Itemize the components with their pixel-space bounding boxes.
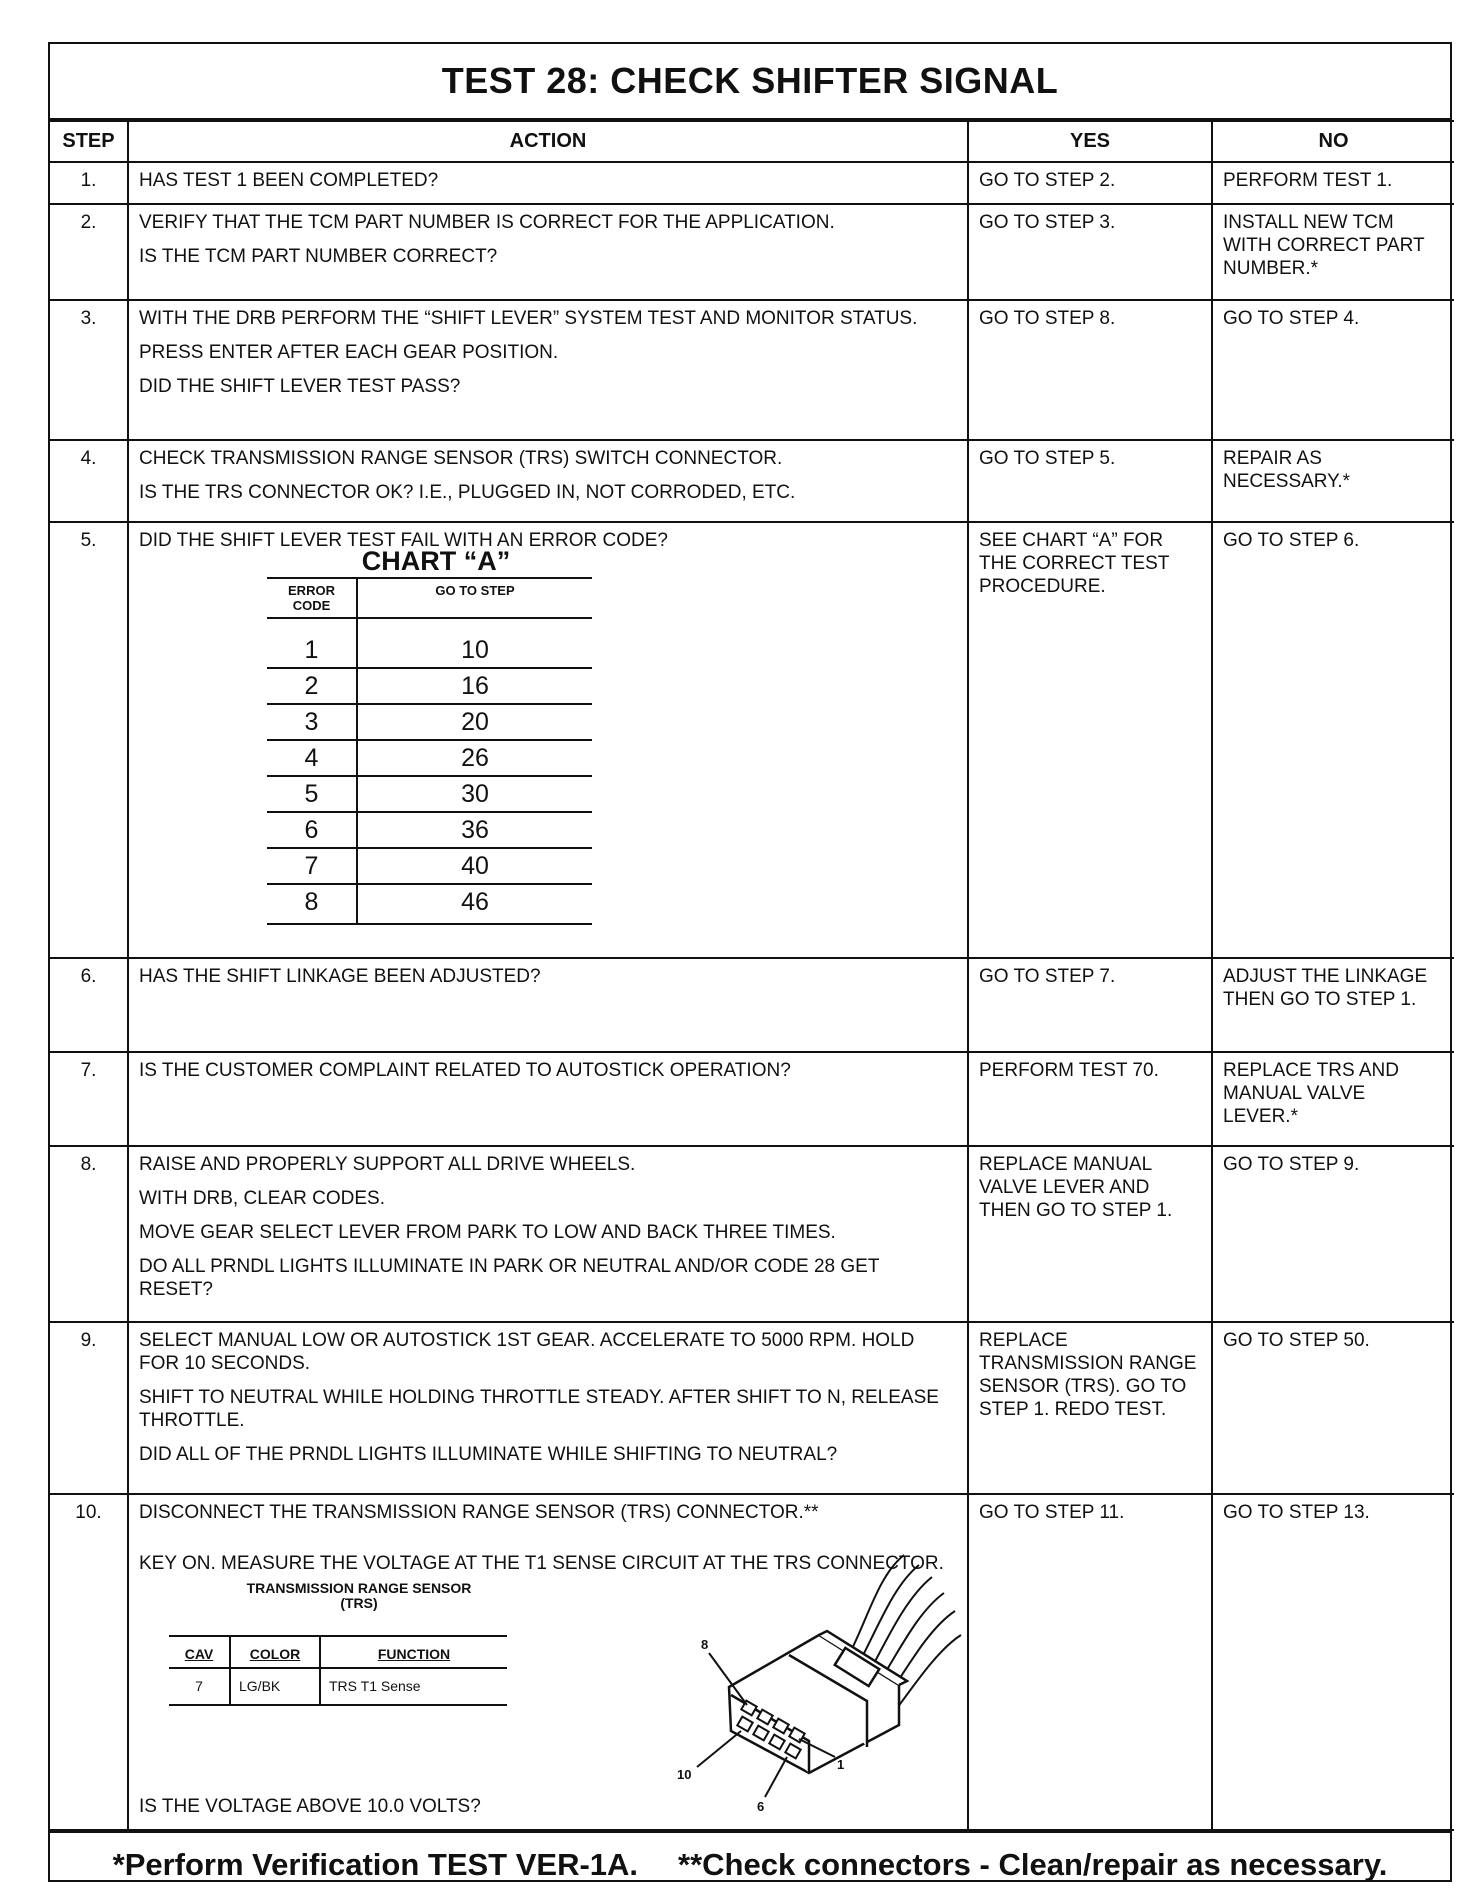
- step-action: [128, 958, 968, 1052]
- table-row: [50, 1052, 1454, 1146]
- pin-label-1: 1: [837, 1757, 845, 1772]
- table-row: [50, 522, 1454, 958]
- test-table: [50, 120, 1454, 1831]
- chart-a-row: [267, 812, 592, 848]
- step-number: 9.: [50, 1322, 128, 1494]
- action-line: KEY ON. MEASURE THE VOLTAGE AT THE T1 SENSE CIRCUIT AT THE TRS CONNECTOR.: [139, 1553, 944, 1574]
- action-line: RAISE AND PROPERLY SUPPORT ALL DRIVE WHEELS.: [139, 1154, 636, 1175]
- footer-note-connectors: **Check connectors - Clean/repair as necessary.: [678, 1847, 1388, 1882]
- action-line: MOVE GEAR SELECT LEVER FROM PARK TO LOW AND BACK THREE TIMES.: [139, 1222, 836, 1243]
- trs-color: LG/BK: [230, 1668, 320, 1705]
- chart-a-row: [267, 848, 592, 884]
- no-result: REPAIR AS NECESSARY.*: [1212, 440, 1454, 522]
- no-result: GO TO STEP 6.: [1212, 522, 1454, 958]
- chart-a-header-go-to-step: GO TO STEP: [357, 578, 592, 618]
- trs-header-cav: CAV: [169, 1636, 230, 1668]
- error-code: 8: [267, 884, 357, 924]
- chart-a-row: [267, 776, 592, 812]
- yes-result: GO TO STEP 7.: [968, 958, 1212, 1052]
- no-result: GO TO STEP 4.: [1212, 300, 1454, 440]
- step-action: [128, 522, 968, 958]
- step-action: [128, 1146, 968, 1322]
- action-line: HAS THE SHIFT LINKAGE BEEN ADJUSTED?: [139, 966, 541, 987]
- yes-result: GO TO STEP 5.: [968, 440, 1212, 522]
- table-row: [50, 204, 1454, 300]
- action-line: VERIFY THAT THE TCM PART NUMBER IS CORRECT FOR THE APPLICATION.: [139, 212, 835, 233]
- action-line: DID THE SHIFT LEVER TEST PASS?: [139, 376, 461, 397]
- footer-notes: [50, 1831, 1450, 1897]
- chart-a-header-error-code: ERROR CODE: [267, 578, 357, 618]
- no-result: PERFORM TEST 1.: [1212, 162, 1454, 204]
- action-line: IS THE CUSTOMER COMPLAINT RELATED TO AUTOSTICK OPERATION?: [139, 1060, 791, 1081]
- chart-a-row: [267, 704, 592, 740]
- chart-a-title: CHART “A”: [361, 546, 511, 576]
- header-step: STEP: [50, 121, 128, 162]
- step-number: 10.: [50, 1494, 128, 1830]
- action-line: CHECK TRANSMISSION RANGE SENSOR (TRS) SWITCH CONNECTOR.: [139, 448, 783, 469]
- table-row: [50, 1494, 1454, 1830]
- step-action: [128, 1494, 968, 1830]
- trs-function: TRS T1 Sense: [320, 1668, 507, 1705]
- yes-result: REPLACE MANUAL VALVE LEVER AND THEN GO TO STEP 1.: [968, 1146, 1212, 1322]
- go-to-step: 40: [357, 848, 592, 884]
- step-number: 8.: [50, 1146, 128, 1322]
- header-yes: YES: [968, 121, 1212, 162]
- yes-result: REPLACE TRANSMISSION RANGE SENSOR (TRS). GO TO STEP 1. REDO TEST.: [968, 1322, 1212, 1494]
- table-row: [50, 958, 1454, 1052]
- yes-result: GO TO STEP 3.: [968, 204, 1212, 300]
- step-action: [128, 1052, 968, 1146]
- action-line: DID THE SHIFT LEVER TEST FAIL WITH AN ERROR CODE?: [139, 530, 668, 551]
- yes-result: GO TO STEP 2.: [968, 162, 1212, 204]
- step-number: 2.: [50, 204, 128, 300]
- action-line: IS THE VOLTAGE ABOVE 10.0 VOLTS?: [139, 1796, 481, 1817]
- trs-header-function: FUNCTION: [320, 1636, 507, 1668]
- action-line: DISCONNECT THE TRANSMISSION RANGE SENSOR (TRS) CONNECTOR.**: [139, 1502, 819, 1523]
- table-row: [50, 440, 1454, 522]
- error-code: 1: [267, 618, 357, 668]
- step-number: 5.: [50, 522, 128, 958]
- go-to-step: 16: [357, 668, 592, 704]
- action-line: DID ALL OF THE PRNDL LIGHTS ILLUMINATE WHILE SHIFTING TO NEUTRAL?: [139, 1444, 838, 1465]
- trs-connector-illustration: [639, 1535, 969, 1814]
- trs-pinout-table: [169, 1635, 507, 1706]
- step-number: 3.: [50, 300, 128, 440]
- page-title: TEST 28: CHECK SHIFTER SIGNAL: [50, 44, 1450, 120]
- go-to-step: 46: [357, 884, 592, 924]
- go-to-step: 20: [357, 704, 592, 740]
- table-row: [50, 1146, 1454, 1322]
- action-line: IS THE TCM PART NUMBER CORRECT?: [139, 246, 498, 267]
- step-number: 7.: [50, 1052, 128, 1146]
- action-line: WITH DRB, CLEAR CODES.: [139, 1188, 385, 1209]
- error-code: 2: [267, 668, 357, 704]
- pin-label-8: 8: [701, 1637, 709, 1652]
- chart-a-row: [267, 884, 592, 924]
- error-code: 7: [267, 848, 357, 884]
- action-line: DO ALL PRNDL LIGHTS ILLUMINATE IN PARK OR NEUTRAL AND/OR CODE 28 GET RESET?: [139, 1256, 880, 1300]
- no-result: REPLACE TRS AND MANUAL VALVE LEVER.*: [1212, 1052, 1454, 1146]
- header-no: NO: [1212, 121, 1454, 162]
- go-to-step: 36: [357, 812, 592, 848]
- action-line: WITH THE DRB PERFORM THE “SHIFT LEVER” SYSTEM TEST AND MONITOR STATUS.: [139, 308, 918, 329]
- trs-cav: 7: [169, 1668, 230, 1705]
- error-code: 6: [267, 812, 357, 848]
- yes-result: GO TO STEP 8.: [968, 300, 1212, 440]
- no-result: GO TO STEP 13.: [1212, 1494, 1454, 1830]
- step-action: [128, 440, 968, 522]
- action-line: IS THE TRS CONNECTOR OK? I.E., PLUGGED IN, NOT CORRODED, ETC.: [139, 482, 796, 503]
- go-to-step: 26: [357, 740, 592, 776]
- step-action: [128, 1322, 968, 1494]
- no-result: GO TO STEP 50.: [1212, 1322, 1454, 1494]
- chart-a-row: [267, 668, 592, 704]
- step-action: [128, 204, 968, 300]
- yes-result: PERFORM TEST 70.: [968, 1052, 1212, 1146]
- table-row: [50, 1322, 1454, 1494]
- yes-result: GO TO STEP 11.: [968, 1494, 1212, 1830]
- chart-a-row: [267, 740, 592, 776]
- no-result: GO TO STEP 9.: [1212, 1146, 1454, 1322]
- footer-note-verification: *Perform Verification TEST VER-1A.: [112, 1847, 639, 1882]
- trs-table-title: TRANSMISSION RANGE SENSOR (TRS): [246, 1580, 472, 1611]
- yes-result: SEE CHART “A” FOR THE CORRECT TEST PROCEDURE.: [968, 522, 1212, 958]
- step-action: [128, 162, 968, 204]
- action-line: PRESS ENTER AFTER EACH GEAR POSITION.: [139, 342, 559, 363]
- pin-label-6: 6: [757, 1799, 765, 1814]
- table-row: [50, 162, 1454, 204]
- no-result: ADJUST THE LINKAGE THEN GO TO STEP 1.: [1212, 958, 1454, 1052]
- chart-a-row: [267, 618, 592, 668]
- go-to-step: 10: [357, 618, 592, 668]
- error-code: 5: [267, 776, 357, 812]
- pin-label-10: 10: [677, 1767, 692, 1782]
- step-number: 4.: [50, 440, 128, 522]
- action-line: SELECT MANUAL LOW OR AUTOSTICK 1ST GEAR. ACCELERATE TO 5000 RPM. HOLD FOR 10 SECONDS.: [139, 1330, 915, 1374]
- no-result: INSTALL NEW TCM WITH CORRECT PART NUMBER.*: [1212, 204, 1454, 300]
- table-row: [50, 300, 1454, 440]
- step-number: 1.: [50, 162, 128, 204]
- table-header-row: [50, 121, 1454, 162]
- action-line: HAS TEST 1 BEEN COMPLETED?: [139, 170, 439, 191]
- error-code: 4: [267, 740, 357, 776]
- header-action: ACTION: [128, 121, 968, 162]
- step-number: 6.: [50, 958, 128, 1052]
- action-line: SHIFT TO NEUTRAL WHILE HOLDING THROTTLE STEADY. AFTER SHIFT TO N, RELEASE THROTTLE.: [139, 1387, 939, 1431]
- trs-header-color: COLOR: [230, 1636, 320, 1668]
- go-to-step: 30: [357, 776, 592, 812]
- chart-a-table: [267, 577, 592, 925]
- error-code: 3: [267, 704, 357, 740]
- step-action: [128, 300, 968, 440]
- test-sheet: [48, 42, 1452, 1882]
